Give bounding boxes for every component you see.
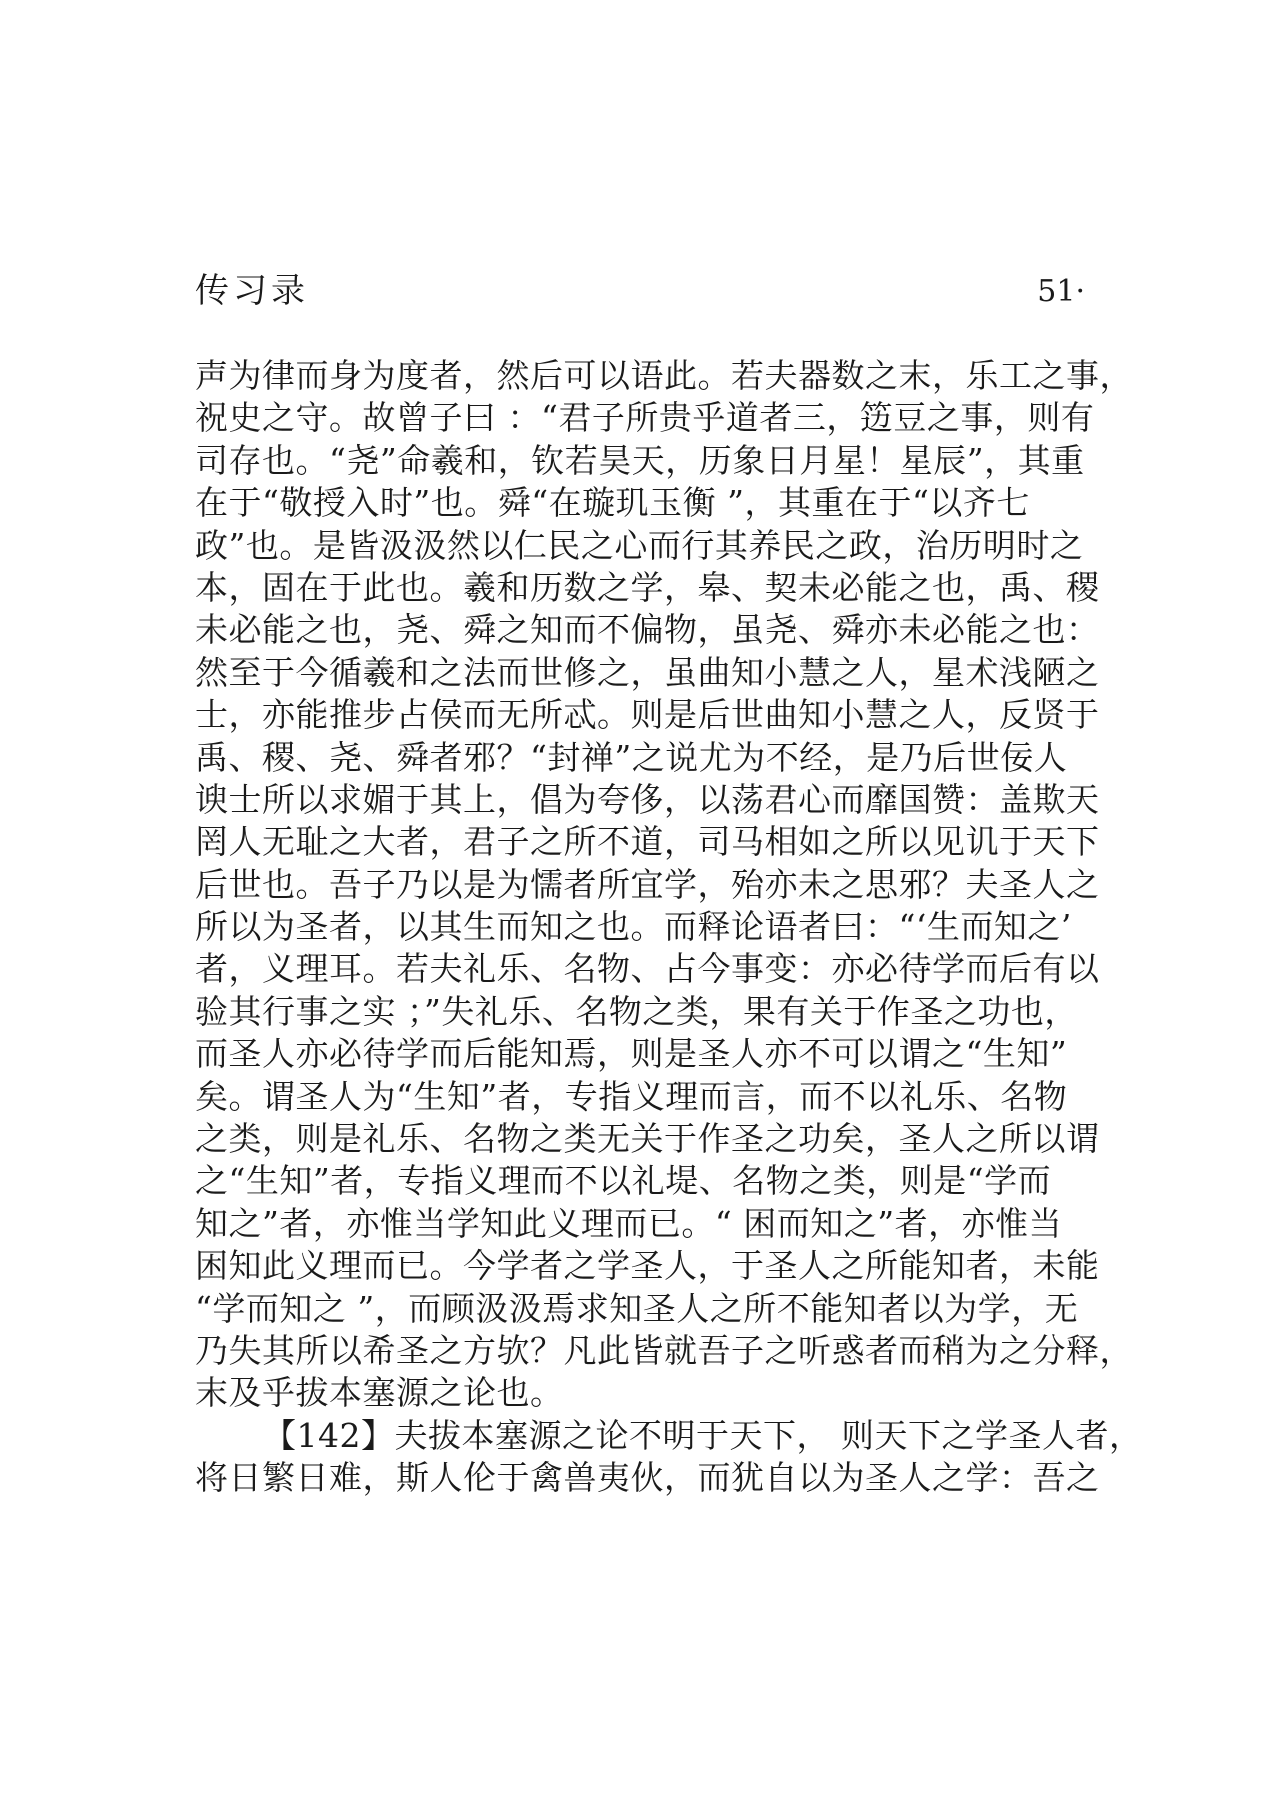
book-title: 传习录 — [195, 271, 309, 311]
text-line: 后世也。吾子乃以是为懦者所宜学，殆亦未之思邪？夫圣人之 — [195, 864, 1100, 904]
text-line: 禹、稷、尧、舜者邪？“封禅”之说尤为不经，是乃后世佞人 — [195, 737, 1068, 777]
body-text — [195, 355, 1143, 1500]
text-line: 所以为圣者，以其生而知之也。而释论语者曰：“‘生而知之’ — [195, 907, 1072, 947]
text-line: 之类，则是礼乐、名物之类无关于作圣之功矣，圣人之所以谓 — [195, 1119, 1100, 1159]
text-line: 困知此义理而已。今学者之学圣人，于圣人之所能知者，未能 — [195, 1246, 1100, 1286]
text-line: 政”也。是皆汲汲然以仁民之心而行其养民之政，治历明时之 — [195, 525, 1084, 565]
text-line: 知之”者，亦惟当学知此义理而已。“ 困而知之”者，亦惟当 — [195, 1203, 1063, 1243]
text-line: 司存也。“尧”命羲和，钦若昊天，历象日月星！星辰”，其重 — [195, 440, 1085, 480]
text-line: 而圣人亦必待学而后能知焉，则是圣人亦不可以谓之“生知” — [195, 1034, 1068, 1074]
page-number: 51· — [1037, 274, 1085, 309]
text-line: 将日繁日难，斯人伦于禽兽夷伙，而犹自以为圣人之学：吾之 — [195, 1458, 1100, 1498]
text-line: 矣。谓圣人为“生知”者，专指义理而言，而不以礼乐、名物 — [195, 1076, 1068, 1116]
text-line: 者，义理耳。若夫礼乐、名物、占今事变：亦必待学而后有以 — [195, 949, 1100, 989]
text-line: 在于“敬授入时”也。舜“在璇玑玉衡 ”，其重在于“以齐七 — [195, 483, 1030, 523]
text-line: 然至于今循羲和之法而世修之，虽曲知小慧之人，星术浅陋之 — [195, 652, 1100, 692]
text-line: 罔人无耻之大者，君子之所不道，司马相如之所以见讥于天下 — [195, 822, 1100, 862]
text-line: 之“生知”者，专指义理而不以礼堤、名物之类，则是“学而 — [195, 1161, 1052, 1201]
text-line: 乃失其所以希圣之方欤？凡此皆就吾子之听惑者而稍为之分释， — [195, 1330, 1133, 1370]
text-line: 声为律而身为度者，然后可以语此。若夫器数之末，乐工之事， — [195, 356, 1133, 395]
running-header — [195, 268, 1095, 318]
text-line: 祝史之守。故曾子曰 ：“君子所贵乎道者三，笾豆之事，则有 — [195, 398, 1095, 438]
text-line: 谀士所以求媚于其上，倡为夸侈，以荡君心而靡国赞：盖欺天 — [195, 779, 1100, 819]
text-line: 士，亦能推步占侯而无所忒。则是后世曲知小慧之人，反贤于 — [195, 695, 1100, 735]
paragraph-142-start: 【142】夫拔本塞源之论不明于天下， 则天下之学圣人者， — [263, 1415, 1143, 1455]
text-line: “学而知之 ”，而顾汲汲焉求知圣人之所不能知者以为学，无 — [195, 1288, 1079, 1328]
text-line: 未必能之也，尧、舜之知而不偏物，虽尧、舜亦未必能之也： — [195, 610, 1100, 650]
text-line: 本，固在于此也。羲和历数之学，皋、契未必能之也，禹、稷 — [195, 567, 1100, 607]
text-line: 验其行事之实 ；”失礼乐、名物之类，果有关于作圣之功也， — [195, 991, 1078, 1031]
text-line: 末及乎拔本塞源之论也。 — [195, 1373, 564, 1413]
